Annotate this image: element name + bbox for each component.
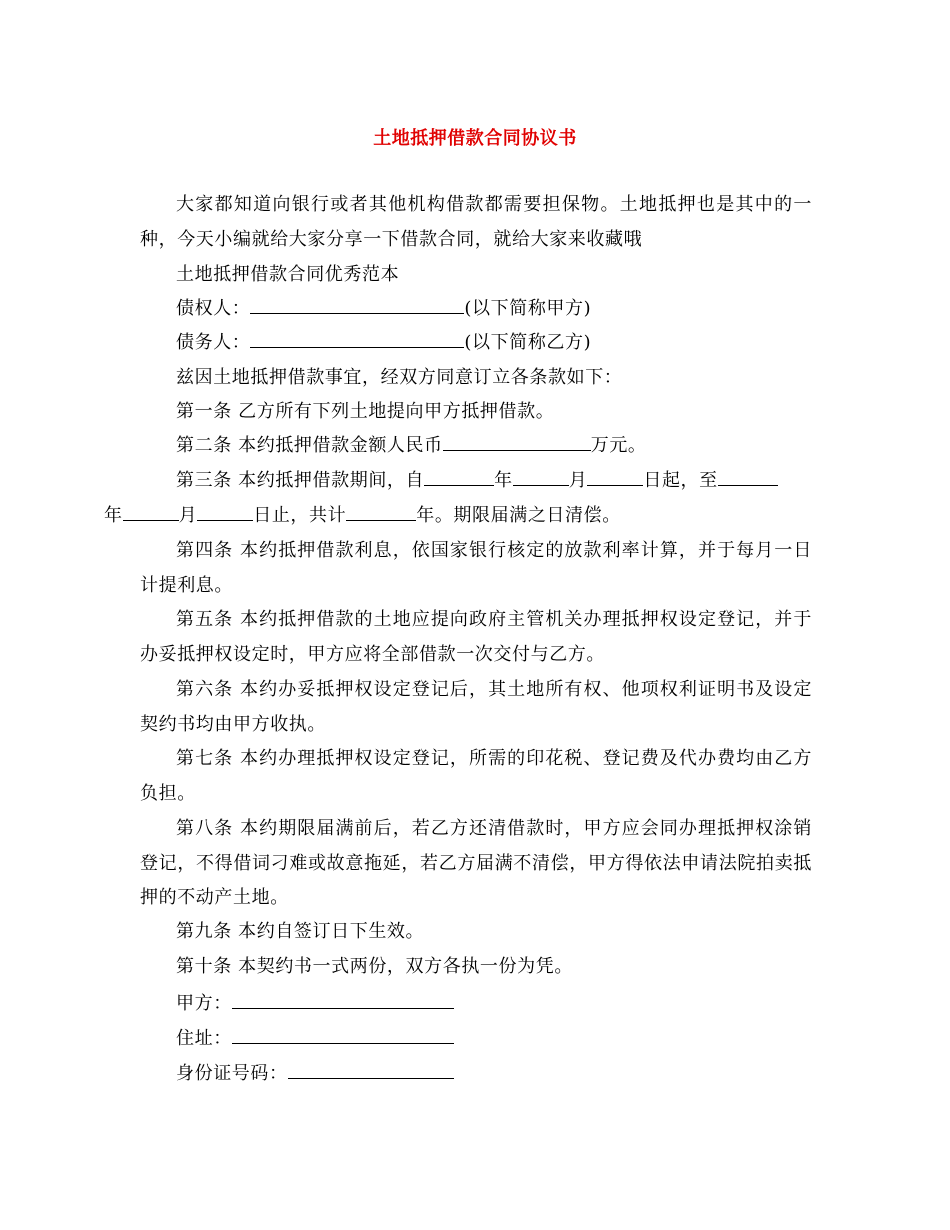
start-day-blank — [587, 465, 643, 486]
article-2 — [140, 429, 812, 464]
id-blank — [288, 1058, 454, 1079]
party-a-blank — [232, 988, 454, 1009]
preamble-line: 兹因土地抵押借款事宜，经双方同意订立各条款如下： — [176, 367, 623, 388]
article-8: 第八条 本约期限届满前后，若乙方还清借款时，甲方应会同办理抵押权涂销登记，不得借词刁难或故意拖延，若乙方届满不清偿，甲方得依法申请法院拍卖抵押的不动产土地。 — [140, 818, 812, 908]
total-years-blank — [346, 500, 416, 521]
article-9: 第九条 本约自签订日下生效。 — [176, 921, 425, 942]
article-3 — [104, 464, 812, 533]
article-1: 第一条 乙方所有下列土地提向甲方抵押借款。 — [176, 401, 555, 422]
creditor-line — [140, 292, 812, 327]
address-blank — [232, 1023, 454, 1044]
start-month-label: 月 — [568, 470, 588, 491]
address-line — [176, 1023, 454, 1053]
start-year-label: 年 — [494, 470, 513, 491]
debtor-blank — [250, 327, 464, 348]
start-year-blank — [424, 465, 494, 486]
address-label: 住址： — [176, 1028, 232, 1049]
id-label: 身份证号码： — [176, 1063, 288, 1084]
document-title: 土地抵押借款合同协议书 — [373, 128, 577, 149]
party-a-label: 甲方： — [176, 993, 232, 1014]
article-10: 第十条 本契约书一式两份，双方各执一份为凭。 — [176, 956, 573, 977]
debtor-label: 债务人： — [176, 332, 251, 353]
end-year-label: 年 — [104, 504, 123, 526]
end-month-blank — [123, 500, 179, 521]
end-day-blank — [197, 500, 253, 521]
creditor-label: 债权人： — [176, 298, 251, 319]
article-6: 第六条 本约办妥抵押权设定登记后，其土地所有权、他项权利证明书及设定契约书均由甲方收执。 — [140, 679, 812, 735]
start-month-blank — [513, 465, 569, 486]
article-2-text: 第二条 本约抵押借款金额人民币 — [176, 435, 443, 456]
article-4: 第四条 本约抵押借款利息，依国家银行核定的放款利率计算，并于每月一日计提利息。 — [140, 540, 812, 596]
debtor-note: (以下简称乙方) — [464, 332, 592, 353]
debtor-line — [140, 326, 812, 361]
end-day-label: 日止，共计 — [253, 504, 347, 526]
end-year-blank — [718, 465, 778, 486]
intro-paragraph: 大家都知道向银行或者其他机构借款都需要担保物。土地抵押也是其中的一种，今天小编就给大家分享一下借款合同，就给大家来收藏哦 — [140, 194, 812, 250]
amount-blank — [443, 430, 591, 451]
start-day-label: 日起，至 — [643, 470, 718, 491]
article-2-unit: 万元。 — [590, 435, 647, 456]
article-3-tail: 年。期限届满之日清偿。 — [416, 504, 621, 526]
article-7: 第七条 本约办理抵押权设定登记，所需的印花税、登记费及代办费均由乙方负担。 — [140, 748, 812, 804]
id-number-line — [176, 1058, 454, 1088]
creditor-note: (以下简称甲方) — [464, 298, 592, 319]
end-month-label: 月 — [178, 504, 198, 526]
subtitle-line: 土地抵押借款合同优秀范本 — [176, 264, 400, 285]
party-a-signature-line — [176, 988, 454, 1018]
creditor-blank — [250, 293, 464, 314]
article-3-text: 第三条 本约抵押借款期间，自 — [176, 470, 425, 491]
article-5: 第五条 本约抵押借款的土地应提向政府主管机关办理抵押权设定登记，并于办妥抵押权设定时，甲方应将全部借款一次交付与乙方。 — [140, 609, 812, 665]
